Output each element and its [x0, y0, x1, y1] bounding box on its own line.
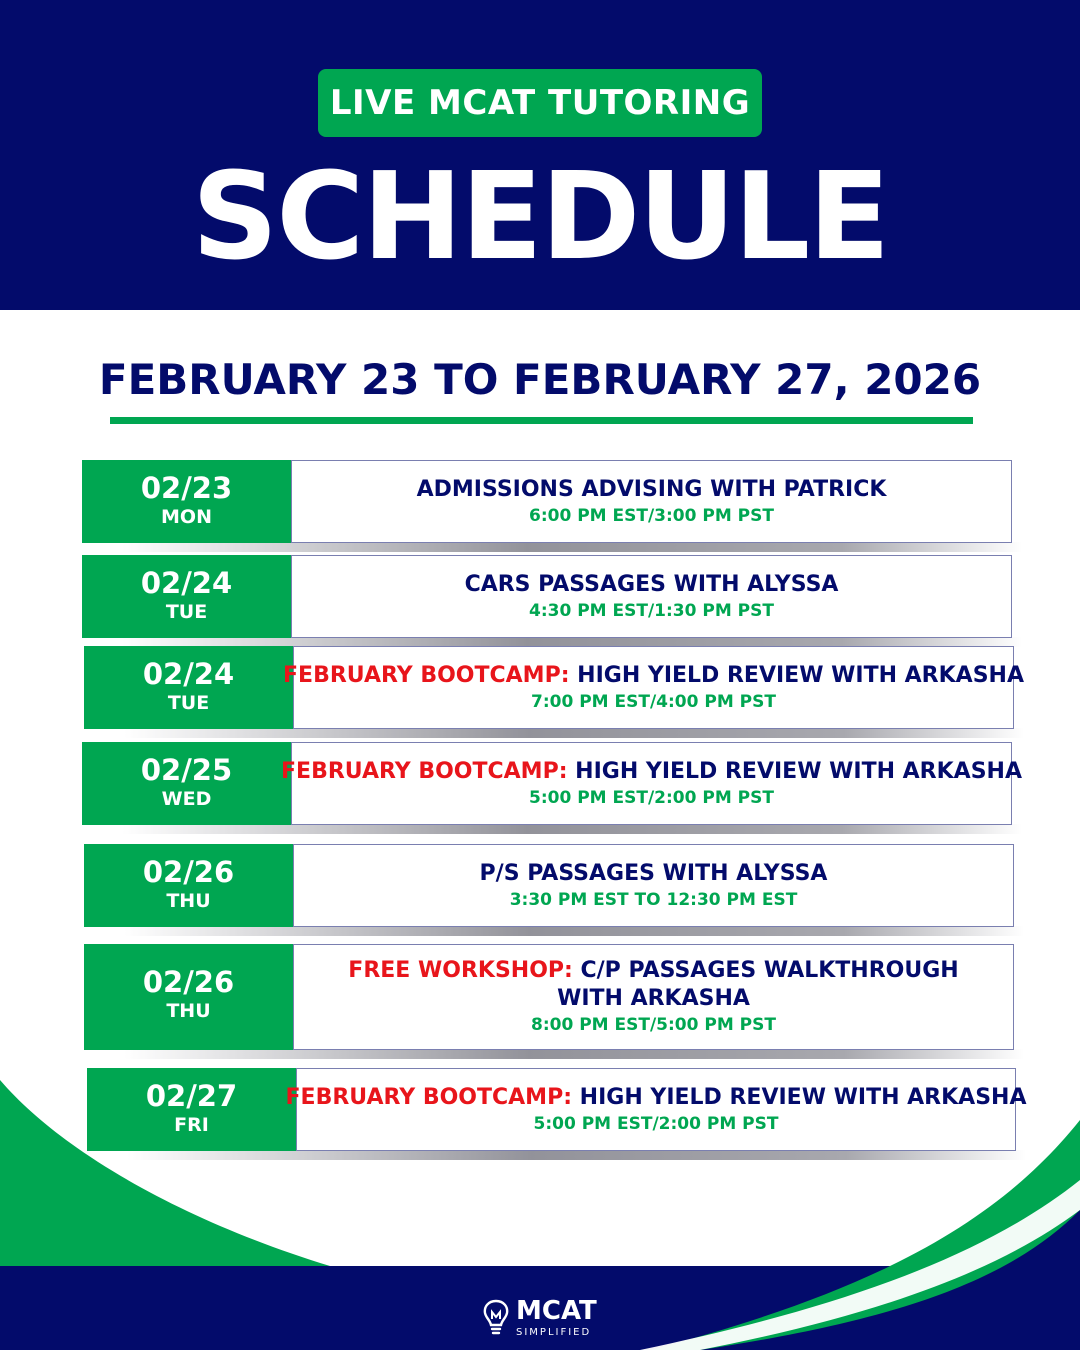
- session-details: [283, 646, 1024, 729]
- session-details: [293, 844, 1014, 927]
- session-date: 02/23: [140, 471, 233, 505]
- day-cell: [82, 555, 291, 638]
- session-time: 5:00 PM EST/2:00 PM PST: [529, 787, 774, 808]
- day-cell: [87, 1068, 296, 1151]
- day-cell: [82, 460, 291, 543]
- schedule-row: [82, 460, 1012, 543]
- session-prefix: FEBRUARY BOOTCAMP:: [281, 758, 568, 784]
- session-title-line: [324, 957, 984, 1013]
- schedule-row: [84, 944, 1014, 1050]
- session-details: [291, 460, 1012, 543]
- schedule-row: [84, 646, 1024, 729]
- session-weekday: WED: [161, 788, 212, 810]
- divider: [110, 417, 973, 424]
- row-shadow: [122, 824, 1022, 834]
- session-title: HIGH YIELD REVIEW WITH ARKASHA: [577, 662, 1024, 688]
- row-shadow: [124, 1049, 1024, 1059]
- schedule-row: [84, 844, 1014, 927]
- logo-word: MCAT: [516, 1296, 597, 1326]
- session-date: 02/26: [142, 965, 235, 999]
- session-title: P/S PASSAGES WITH ALYSSA: [479, 860, 828, 886]
- session-title: HIGH YIELD REVIEW WITH ARKASHA: [579, 1084, 1027, 1110]
- session-weekday: FRI: [174, 1114, 209, 1136]
- session-title: HIGH YIELD REVIEW WITH ARKASHA: [575, 758, 1022, 784]
- session-prefix: FREE WORKSHOP:: [348, 958, 573, 983]
- session-details: [285, 1068, 1027, 1151]
- session-weekday: THU: [166, 1000, 211, 1022]
- session-prefix: FEBRUARY BOOTCAMP:: [285, 1084, 572, 1110]
- header-banner: [0, 0, 1080, 310]
- lightbulb-icon: [482, 1298, 510, 1336]
- session-date: 02/25: [140, 753, 233, 787]
- session-date: 02/24: [140, 566, 233, 600]
- day-cell: [84, 944, 293, 1050]
- session-time: 4:30 PM EST/1:30 PM PST: [529, 600, 774, 621]
- day-cell: [84, 646, 293, 729]
- session-title-line: [465, 571, 839, 599]
- session-title: CARS PASSAGES WITH ALYSSA: [464, 571, 839, 597]
- row-shadow: [127, 1150, 1026, 1160]
- session-date: 02/24: [142, 657, 235, 691]
- session-title-line: [417, 476, 887, 504]
- row-shadow: [122, 542, 1022, 552]
- session-details: [291, 555, 1012, 638]
- session-weekday: THU: [166, 890, 211, 912]
- session-time: 8:00 PM EST/5:00 PM PST: [531, 1015, 776, 1035]
- live-tutoring-badge: LIVE MCAT TUTORING: [318, 69, 762, 137]
- session-weekday: MON: [161, 506, 212, 528]
- session-time: 5:00 PM EST/2:00 PM PST: [533, 1113, 779, 1134]
- session-title-line: [286, 1084, 1027, 1112]
- session-prefix: FEBRUARY BOOTCAMP:: [283, 662, 570, 688]
- mcat-simplified-logo: [482, 1298, 602, 1344]
- session-title-line: [283, 662, 1024, 690]
- logo-subtitle: SIMPLIFIED: [516, 1327, 592, 1338]
- session-title-line: [480, 860, 828, 888]
- date-range-heading: FEBRUARY 23 TO FEBRUARY 27, 2026: [98, 355, 982, 404]
- session-date: 02/26: [142, 855, 235, 889]
- session-title: ADMISSIONS ADVISING WITH PATRICK: [416, 476, 887, 502]
- session-date: 02/27: [145, 1079, 238, 1113]
- session-title: C/P PASSAGES WALKTHROUGH WITH ARKASHA: [557, 958, 959, 1011]
- session-title-line: [281, 758, 1022, 786]
- session-weekday: TUE: [165, 601, 208, 623]
- schedule-row: [82, 555, 1012, 638]
- session-details: [293, 944, 1014, 1050]
- session-time: 6:00 PM EST/3:00 PM PST: [529, 505, 774, 526]
- session-time: 3:30 PM EST TO 12:30 PM EST: [509, 889, 798, 910]
- schedule-row: [82, 742, 1022, 825]
- row-shadow: [124, 728, 1024, 738]
- schedule-title: SCHEDULE: [191, 148, 889, 287]
- session-weekday: TUE: [167, 692, 210, 714]
- day-cell: [82, 742, 291, 825]
- session-details: [281, 742, 1022, 825]
- row-shadow: [124, 926, 1024, 936]
- day-cell: [84, 844, 293, 927]
- schedule-row: [87, 1068, 1027, 1151]
- session-time: 7:00 PM EST/4:00 PM PST: [531, 691, 776, 712]
